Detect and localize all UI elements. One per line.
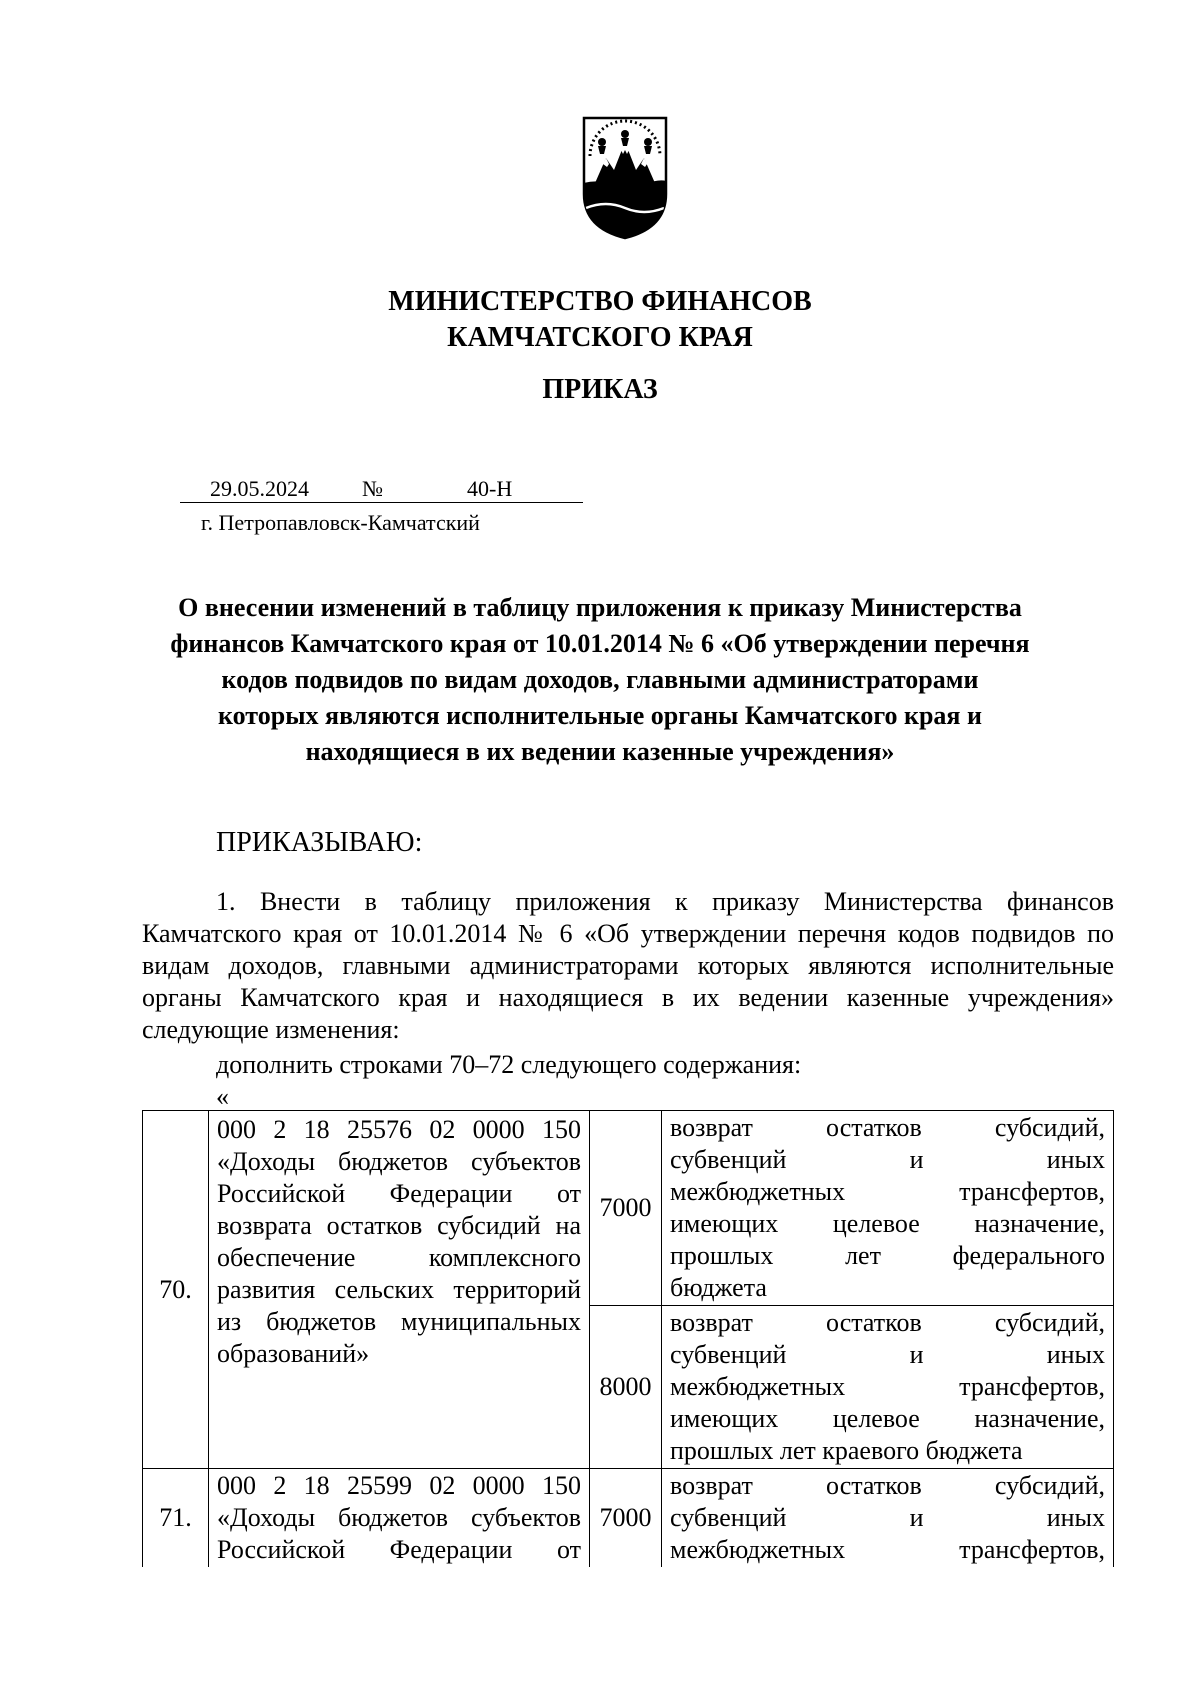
subject-line-5: находящиеся в их ведении казенные учреждения» [305,737,895,766]
document-city: г. Петропавловск-Камчатский [201,510,480,535]
table-row [143,1469,1114,1568]
amendment-table [142,1110,1114,1567]
table-row [143,1111,1114,1306]
subtype-line: прошлых лет федерального [670,1241,1105,1270]
subtype-line: межбюджетных трансфертов, [670,1372,1105,1401]
desc-line: Российской Федерации от [217,1178,581,1208]
subtype-line: межбюджетных трансфертов, [670,1535,1105,1564]
subtype-line: субвенций и иных [670,1503,1105,1532]
desc-spacer [217,1402,581,1434]
desc-line: обеспечение комплексного [217,1242,581,1272]
row-number: 70. [143,1111,209,1469]
subtype-code: 8000 [590,1306,662,1469]
number-sign: № [362,476,383,501]
open-quote: « [216,1082,229,1111]
subtype-line: имеющих целевое назначение, [670,1209,1105,1238]
subtype-line: бюджета [670,1273,767,1302]
date-underline [180,502,583,503]
desc-line: 000 2 18 25576 02 0000 150 [217,1114,581,1144]
subtype-line: возврат остатков субсидий, [670,1308,1105,1337]
subtype-line: имеющих целевое назначение, [670,1404,1105,1433]
subject-line-3: кодов подвидов по видам доходов, главными администраторами [221,665,979,694]
document-subject [0,590,1200,770]
desc-line: возврата остатков субсидий на [217,1210,581,1240]
subtype-line: субвенций и иных [670,1340,1105,1369]
subtype-description [662,1111,1114,1306]
subject-line-4: которых являются исполнительные органы Камчатского края и [218,701,982,730]
desc-line: образований» [217,1338,370,1368]
document-date: 29.05.2024 [210,476,309,501]
desc-line: «Доходы бюджетов субъектов [217,1146,581,1176]
subtype-line: возврат остатков субсидий, [670,1471,1105,1500]
desc-spacer [217,1434,581,1466]
subject-line-2: финансов Камчатского края от 10.01.2014 № 6 «Об утверждении перечня [170,629,1030,658]
subtype-line: межбюджетных трансфертов, [670,1177,1105,1206]
paragraph-1: 1. Внести в таблицу приложения к приказу Министерства финансов Камчатского края от 10.01.2014 № 6 «Об утверждении перечня кодов подвидов по видам доходов, главными администраторами которых являются исполнительные органы Камчатского края и находящиеся в их ведении казенные учреждения» следующие изменения: [142,887,1114,1044]
subtype-code: 7000 [590,1111,662,1306]
revenue-code-description [209,1111,590,1469]
order-word: ПРИКАЗЫВАЮ: [216,827,423,858]
kamchatka-coat-of-arms-icon [570,112,680,242]
subtype-description [662,1306,1114,1469]
ministry-name [0,284,1200,356]
ministry-line-2: КАМЧАТСКОГО КРАЯ [447,322,753,353]
subtype-line: возврат остатков субсидий, [670,1113,1105,1142]
desc-line: «Доходы бюджетов субъектов [217,1503,581,1532]
desc-line: 000 2 18 25599 02 0000 150 [217,1471,581,1500]
subtype-code: 7000 [590,1469,662,1568]
ministry-line-1: МИНИСТЕРСТВО ФИНАНСОВ [388,286,812,317]
add-rows-text: дополнить строками 70–72 следующего содержания: [216,1050,802,1079]
document-number: 40-Н [467,476,513,501]
subtype-description [662,1469,1114,1568]
subtype-line: субвенций и иных [670,1145,1105,1174]
document-type: ПРИКАЗ [542,374,658,405]
desc-line: из бюджетов муниципальных [217,1306,581,1336]
subtype-line: прошлых лет краевого бюджета [670,1436,1023,1465]
row-number: 71. [143,1469,209,1568]
desc-spacer [217,1370,581,1402]
desc-line: Российской Федерации от [217,1535,581,1564]
revenue-code-description [209,1469,590,1568]
subject-line-1: О внесении изменений в таблицу приложения к приказу Министерства [178,593,1022,622]
desc-line: развития сельских территорий [217,1274,581,1304]
